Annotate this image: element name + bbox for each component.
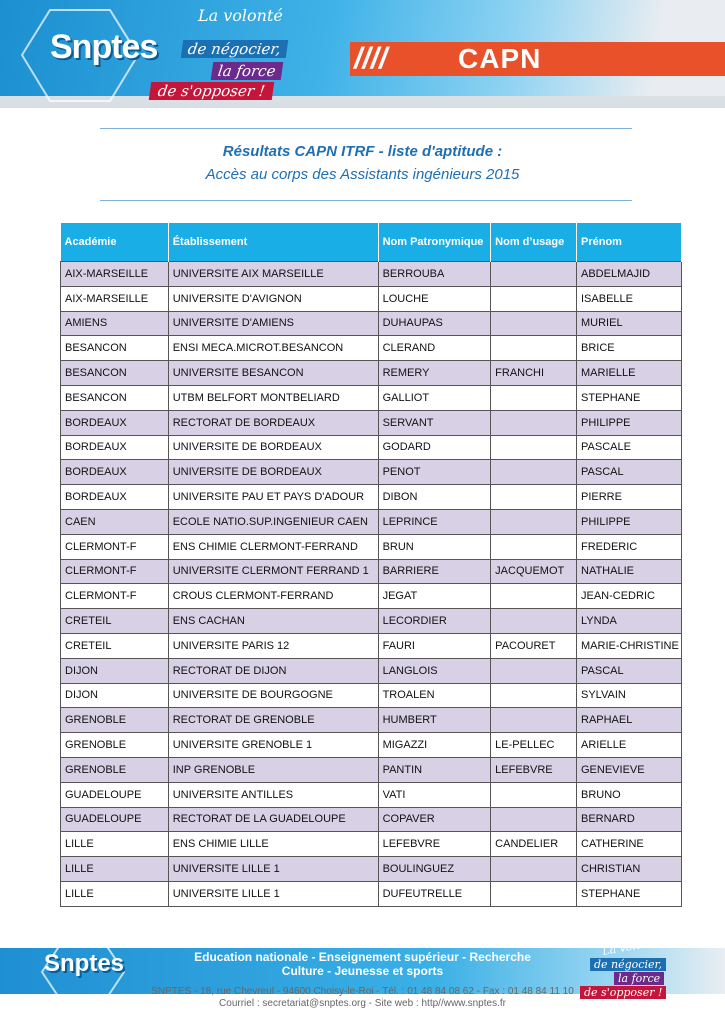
cell-nom-patronymique: BERROUBA — [378, 262, 491, 287]
table-row — [61, 757, 682, 782]
table-row — [61, 782, 682, 807]
cell-prenom: STEPHANE — [577, 881, 682, 906]
table-row — [61, 584, 682, 609]
cell-academie: BESANCON — [61, 385, 169, 410]
cell-nom-patronymique: DUHAUPAS — [378, 311, 491, 336]
cell-etablissement: ENS CHIMIE CLERMONT-FERRAND — [168, 534, 378, 559]
cell-academie: AIX-MARSEILLE — [61, 262, 169, 287]
cell-nom-patronymique: GALLIOT — [378, 385, 491, 410]
cell-nom-patronymique: LEPRINCE — [378, 509, 491, 534]
cell-prenom: PASCAL — [577, 460, 682, 485]
cell-academie: BORDEAUX — [61, 435, 169, 460]
table-row — [61, 385, 682, 410]
cell-etablissement: UNIVERSITE CLERMONT FERRAND 1 — [168, 559, 378, 584]
cell-nom-usage — [491, 782, 577, 807]
cell-nom-patronymique: DIBON — [378, 485, 491, 510]
cell-nom-patronymique: COPAVER — [378, 807, 491, 832]
document-title: Résultats CAPN ITRF - liste d'aptitude : — [222, 143, 503, 160]
cell-academie: LILLE — [61, 832, 169, 857]
cell-nom-patronymique: BARRIERE — [378, 559, 491, 584]
cell-nom-patronymique: HUMBERT — [378, 708, 491, 733]
cell-prenom: GENEVIEVE — [577, 757, 682, 782]
cell-prenom: ABDELMAJID — [577, 262, 682, 287]
cell-academie: CRETEIL — [61, 633, 169, 658]
cell-prenom: MURIEL — [577, 311, 682, 336]
cell-etablissement: UNIVERSITE BESANCON — [168, 361, 378, 386]
results-table — [60, 223, 682, 907]
cell-prenom: JEAN-CEDRIC — [577, 584, 682, 609]
table-row — [61, 410, 682, 435]
cell-nom-usage — [491, 460, 577, 485]
cell-academie: BORDEAUX — [61, 485, 169, 510]
title-rule-bottom — [100, 200, 632, 201]
cell-academie: GUADELOUPE — [61, 782, 169, 807]
cell-prenom: NATHALIE — [577, 559, 682, 584]
cell-prenom: FREDERIC — [577, 534, 682, 559]
footer-logo: Snptes — [44, 950, 125, 977]
table-row — [61, 311, 682, 336]
table-row — [61, 559, 682, 584]
cell-prenom: PHILIPPE — [577, 410, 682, 435]
cell-etablissement: UNIVERSITE D'AVIGNON — [168, 286, 378, 311]
cell-etablissement: UNIVERSITE DE BORDEAUX — [168, 460, 378, 485]
cell-nom-patronymique: FAURI — [378, 633, 491, 658]
col-header-nom-usage: Nom d’usage — [491, 223, 577, 262]
cell-nom-usage — [491, 311, 577, 336]
footer-slogan-line-3: la force — [614, 972, 664, 985]
cell-nom-usage — [491, 385, 577, 410]
slogan-line-4: de s'opposer ! — [149, 82, 274, 100]
table-row — [61, 633, 682, 658]
cell-nom-usage — [491, 708, 577, 733]
cell-etablissement: UNIVERSITE LILLE 1 — [168, 881, 378, 906]
cell-academie: GUADELOUPE — [61, 807, 169, 832]
title-rule-top — [100, 128, 632, 129]
cell-nom-usage — [491, 857, 577, 882]
cell-nom-usage: CANDELIER — [491, 832, 577, 857]
cell-nom-usage: LEFEBVRE — [491, 757, 577, 782]
cell-nom-patronymique: LECORDIER — [378, 609, 491, 634]
cell-academie: CLERMONT-F — [61, 584, 169, 609]
cell-nom-usage — [491, 584, 577, 609]
cell-prenom: PASCAL — [577, 658, 682, 683]
table-row — [61, 683, 682, 708]
table-row — [61, 857, 682, 882]
slogan-line-2: de négocier, — [181, 40, 288, 58]
table-row — [61, 460, 682, 485]
cell-prenom: STEPHANE — [577, 385, 682, 410]
cell-nom-usage — [491, 435, 577, 460]
cell-nom-usage — [491, 262, 577, 287]
cell-prenom: ARIELLE — [577, 733, 682, 758]
cell-academie: BESANCON — [61, 336, 169, 361]
cell-nom-patronymique: BOULINGUEZ — [378, 857, 491, 882]
cell-etablissement: RECTORAT DE LA GUADELOUPE — [168, 807, 378, 832]
cell-nom-usage — [491, 807, 577, 832]
cell-nom-usage — [491, 336, 577, 361]
section-title: CAPN — [458, 43, 542, 74]
cell-etablissement: UNIVERSITE LILLE 1 — [168, 857, 378, 882]
cell-etablissement: RECTORAT DE BORDEAUX — [168, 410, 378, 435]
footer-contact: Courriel : secretariat@snptes.org - Site web : http//www.snptes.fr — [219, 998, 506, 1009]
table-row — [61, 361, 682, 386]
cell-academie: DIJON — [61, 658, 169, 683]
cell-academie: LILLE — [61, 857, 169, 882]
cell-nom-usage — [491, 509, 577, 534]
cell-prenom: RAPHAEL — [577, 708, 682, 733]
cell-academie: GRENOBLE — [61, 757, 169, 782]
cell-nom-usage — [491, 410, 577, 435]
cell-prenom: CHRISTIAN — [577, 857, 682, 882]
footer-slogan-line-1: La volonté — [601, 935, 662, 958]
cell-etablissement: UNIVERSITE PAU ET PAYS D'ADOUR — [168, 485, 378, 510]
table-body — [61, 262, 682, 907]
document-subtitle: Accès au corps des Assistants ingénieurs 2015 — [205, 166, 520, 183]
cell-etablissement: CROUS CLERMONT-FERRAND — [168, 584, 378, 609]
cell-nom-patronymique: GODARD — [378, 435, 491, 460]
cell-nom-patronymique: PANTIN — [378, 757, 491, 782]
table-row — [61, 286, 682, 311]
cell-etablissement: UNIVERSITE DE BOURGOGNE — [168, 683, 378, 708]
cell-etablissement: INP GRENOBLE — [168, 757, 378, 782]
cell-academie: CLERMONT-F — [61, 534, 169, 559]
footer-domains-2: Culture - Jeunesse et sports — [281, 964, 444, 978]
cell-etablissement: UNIVERSITE AIX MARSEILLE — [168, 262, 378, 287]
cell-nom-usage: JACQUEMOT — [491, 559, 577, 584]
footer-slogan-line-2: de négocier, — [590, 958, 666, 971]
cell-nom-patronymique: CLERAND — [378, 336, 491, 361]
col-header-academie: Académie — [61, 223, 169, 262]
table-row — [61, 485, 682, 510]
cell-etablissement: UNIVERSITE GRENOBLE 1 — [168, 733, 378, 758]
table-row — [61, 708, 682, 733]
cell-prenom: PIERRE — [577, 485, 682, 510]
cell-etablissement: UNIVERSITE D'AMIENS — [168, 311, 378, 336]
cell-nom-patronymique: SERVANT — [378, 410, 491, 435]
cell-etablissement: RECTORAT DE GRENOBLE — [168, 708, 378, 733]
cell-etablissement: ECOLE NATIO.SUP.INGENIEUR CAEN — [168, 509, 378, 534]
col-header-etablissement: Établissement — [168, 223, 378, 262]
cell-etablissement: RECTORAT DE DIJON — [168, 658, 378, 683]
cell-academie: LILLE — [61, 881, 169, 906]
cell-academie: AMIENS — [61, 311, 169, 336]
cell-academie: CLERMONT-F — [61, 559, 169, 584]
table-row — [61, 336, 682, 361]
page-footer — [0, 935, 725, 1024]
cell-nom-usage — [491, 609, 577, 634]
cell-etablissement: UNIVERSITE DE BORDEAUX — [168, 435, 378, 460]
cell-nom-usage — [491, 683, 577, 708]
table-row — [61, 609, 682, 634]
cell-academie: GRENOBLE — [61, 708, 169, 733]
cell-prenom: SYLVAIN — [577, 683, 682, 708]
cell-academie: AIX-MARSEILLE — [61, 286, 169, 311]
cell-etablissement: ENS CHIMIE LILLE — [168, 832, 378, 857]
footer-address: SNPTES - 18, rue Chevreul - 94600 Choisy-le-Roi - Tél. : 01 48 84 08 62 - Fax : 01 48 84 11 10 — [151, 986, 574, 997]
cell-nom-usage — [491, 485, 577, 510]
cell-prenom: BRICE — [577, 336, 682, 361]
cell-academie: CRETEIL — [61, 609, 169, 634]
logo: Snptes — [50, 28, 158, 66]
table-row — [61, 509, 682, 534]
table-row — [61, 807, 682, 832]
slogan-line-3: la force — [211, 62, 283, 80]
table-header-row — [61, 223, 682, 262]
cell-prenom: ISABELLE — [577, 286, 682, 311]
cell-nom-patronymique: REMERY — [378, 361, 491, 386]
table-row — [61, 435, 682, 460]
slogan-line-1: La volonté — [198, 6, 283, 25]
cell-nom-patronymique: TROALEN — [378, 683, 491, 708]
cell-academie: BORDEAUX — [61, 460, 169, 485]
cell-prenom: BRUNO — [577, 782, 682, 807]
section-banner — [350, 42, 725, 76]
col-header-prenom: Prénom — [577, 223, 682, 262]
cell-nom-patronymique: LOUCHE — [378, 286, 491, 311]
cell-nom-patronymique: DUFEUTRELLE — [378, 881, 491, 906]
col-header-nom-patronymique: Nom Patronymique — [378, 223, 491, 262]
table-row — [61, 733, 682, 758]
cell-etablissement: ENSI MECA.MICROT.BESANCON — [168, 336, 378, 361]
cell-etablissement: UTBM BELFORT MONTBELIARD — [168, 385, 378, 410]
cell-prenom: CATHERINE — [577, 832, 682, 857]
table-row — [61, 658, 682, 683]
cell-nom-patronymique: BRUN — [378, 534, 491, 559]
footer-domains: Education nationale - Enseignement supérieur - Recherche — [194, 950, 531, 964]
cell-etablissement: ENS CACHAN — [168, 609, 378, 634]
cell-academie: GRENOBLE — [61, 733, 169, 758]
cell-etablissement: UNIVERSITE PARIS 12 — [168, 633, 378, 658]
cell-prenom: PHILIPPE — [577, 509, 682, 534]
cell-academie: BESANCON — [61, 361, 169, 386]
cell-prenom: BERNARD — [577, 807, 682, 832]
table-row — [61, 262, 682, 287]
cell-prenom: PASCALE — [577, 435, 682, 460]
table-row — [61, 881, 682, 906]
cell-prenom: LYNDA — [577, 609, 682, 634]
cell-nom-usage — [491, 286, 577, 311]
cell-nom-patronymique: PENOT — [378, 460, 491, 485]
cell-nom-usage: PACOURET — [491, 633, 577, 658]
cell-prenom: MARIELLE — [577, 361, 682, 386]
cell-nom-usage — [491, 534, 577, 559]
cell-nom-patronymique: LANGLOIS — [378, 658, 491, 683]
footer-slogan-line-4: de s'opposer ! — [580, 986, 666, 999]
cell-nom-patronymique: JEGAT — [378, 584, 491, 609]
cell-nom-patronymique: VATI — [378, 782, 491, 807]
cell-academie: DIJON — [61, 683, 169, 708]
cell-nom-patronymique: LEFEBVRE — [378, 832, 491, 857]
cell-academie: BORDEAUX — [61, 410, 169, 435]
table-row — [61, 534, 682, 559]
cell-nom-usage — [491, 658, 577, 683]
cell-nom-usage: LE-PELLEC — [491, 733, 577, 758]
cell-etablissement: UNIVERSITE ANTILLES — [168, 782, 378, 807]
page-header — [0, 0, 725, 108]
cell-nom-patronymique: MIGAZZI — [378, 733, 491, 758]
banner-stripes: //// — [354, 42, 388, 75]
cell-nom-usage: FRANCHI — [491, 361, 577, 386]
table-row — [61, 832, 682, 857]
cell-academie: CAEN — [61, 509, 169, 534]
cell-nom-usage — [491, 881, 577, 906]
cell-prenom: MARIE-CHRISTINE — [577, 633, 682, 658]
